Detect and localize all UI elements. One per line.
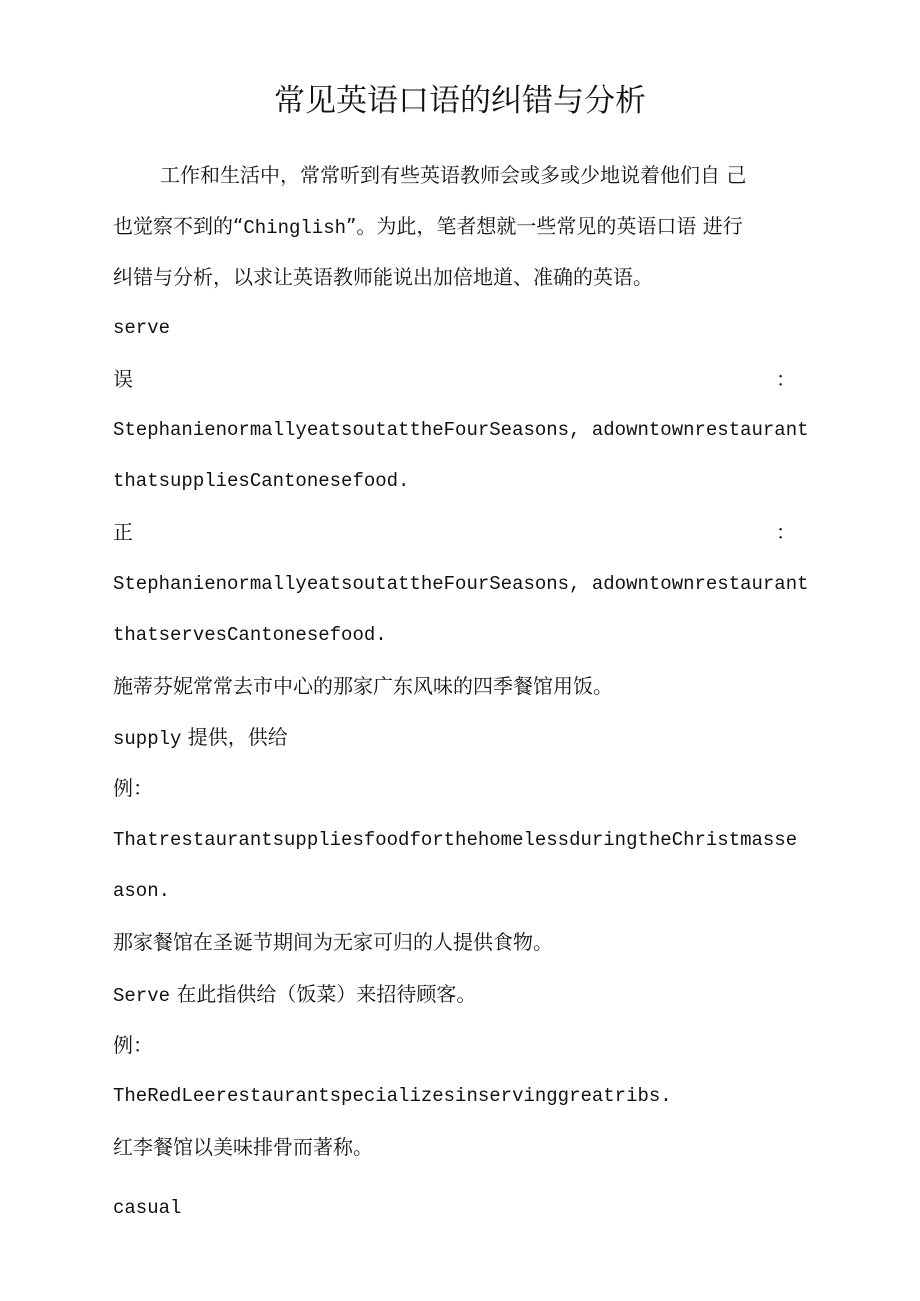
document-title: 常见英语口语的纠错与分析: [274, 83, 646, 119]
wrong-example-line-1: StephanienormallyeatsoutattheFourSeasons, adowntownrestaurant: [113, 419, 809, 441]
translation-2: 那家餐馆在圣诞节期间为无家可归的人提供食物。: [113, 930, 553, 954]
right-colon: ：: [776, 520, 796, 544]
right-example-line-1: StephanienormallyeatsoutattheFourSeasons, adowntownrestaurant: [113, 573, 809, 595]
serve-meaning: 在此指供给（饭菜）来招待顾客。: [170, 982, 477, 1006]
example-2-line-1: TheRedLeerestaurantspecializesinservinggreatribs.: [113, 1085, 672, 1107]
wrong-label: 误: [113, 367, 133, 391]
chinglish-term: Chinglish: [243, 217, 346, 239]
serve-heading: serve: [113, 317, 171, 339]
casual-heading: casual: [113, 1197, 182, 1219]
right-label: 正: [113, 520, 133, 544]
example-1-line-1: ThatrestaurantsuppliesfoodforthehomelessduringtheChristmasse: [113, 829, 798, 851]
supply-word: supply: [113, 728, 182, 750]
serve-word: Serve: [113, 985, 171, 1007]
translation-1: 施蒂芬妮常常去市中心的那家广东风味的四季餐馆用饭。: [113, 674, 613, 698]
supply-meaning: 提供，供给: [181, 725, 288, 749]
serve-definition: [113, 976, 476, 1012]
example-label-1: 例：: [113, 776, 153, 800]
wrong-example-line-2: thatsuppliesCantonesefood.: [113, 470, 410, 492]
intro-paragraph-line-3: 纠错与分析，以求让英语教师能说出加倍地道、准确的英语。: [113, 265, 653, 289]
intro-paragraph-line-2: [113, 208, 743, 244]
intro-line-2-suffix: ”。为此，笔者想就一些常见的英语口语 进行: [346, 214, 743, 238]
example-label-2: 例：: [113, 1033, 153, 1057]
wrong-colon: ：: [776, 367, 796, 391]
intro-paragraph-line-1: 工作和生活中，常常听到有些英语教师会或多或少地说着他们自 己: [160, 163, 747, 187]
intro-line-2-prefix: 也觉察不到的“: [113, 214, 244, 238]
supply-definition: [113, 719, 288, 755]
translation-3: 红李餐馆以美味排骨而著称。: [113, 1135, 373, 1159]
example-1-line-2: ason.: [113, 880, 171, 902]
right-example-line-2: thatservesCantonesefood.: [113, 624, 387, 646]
